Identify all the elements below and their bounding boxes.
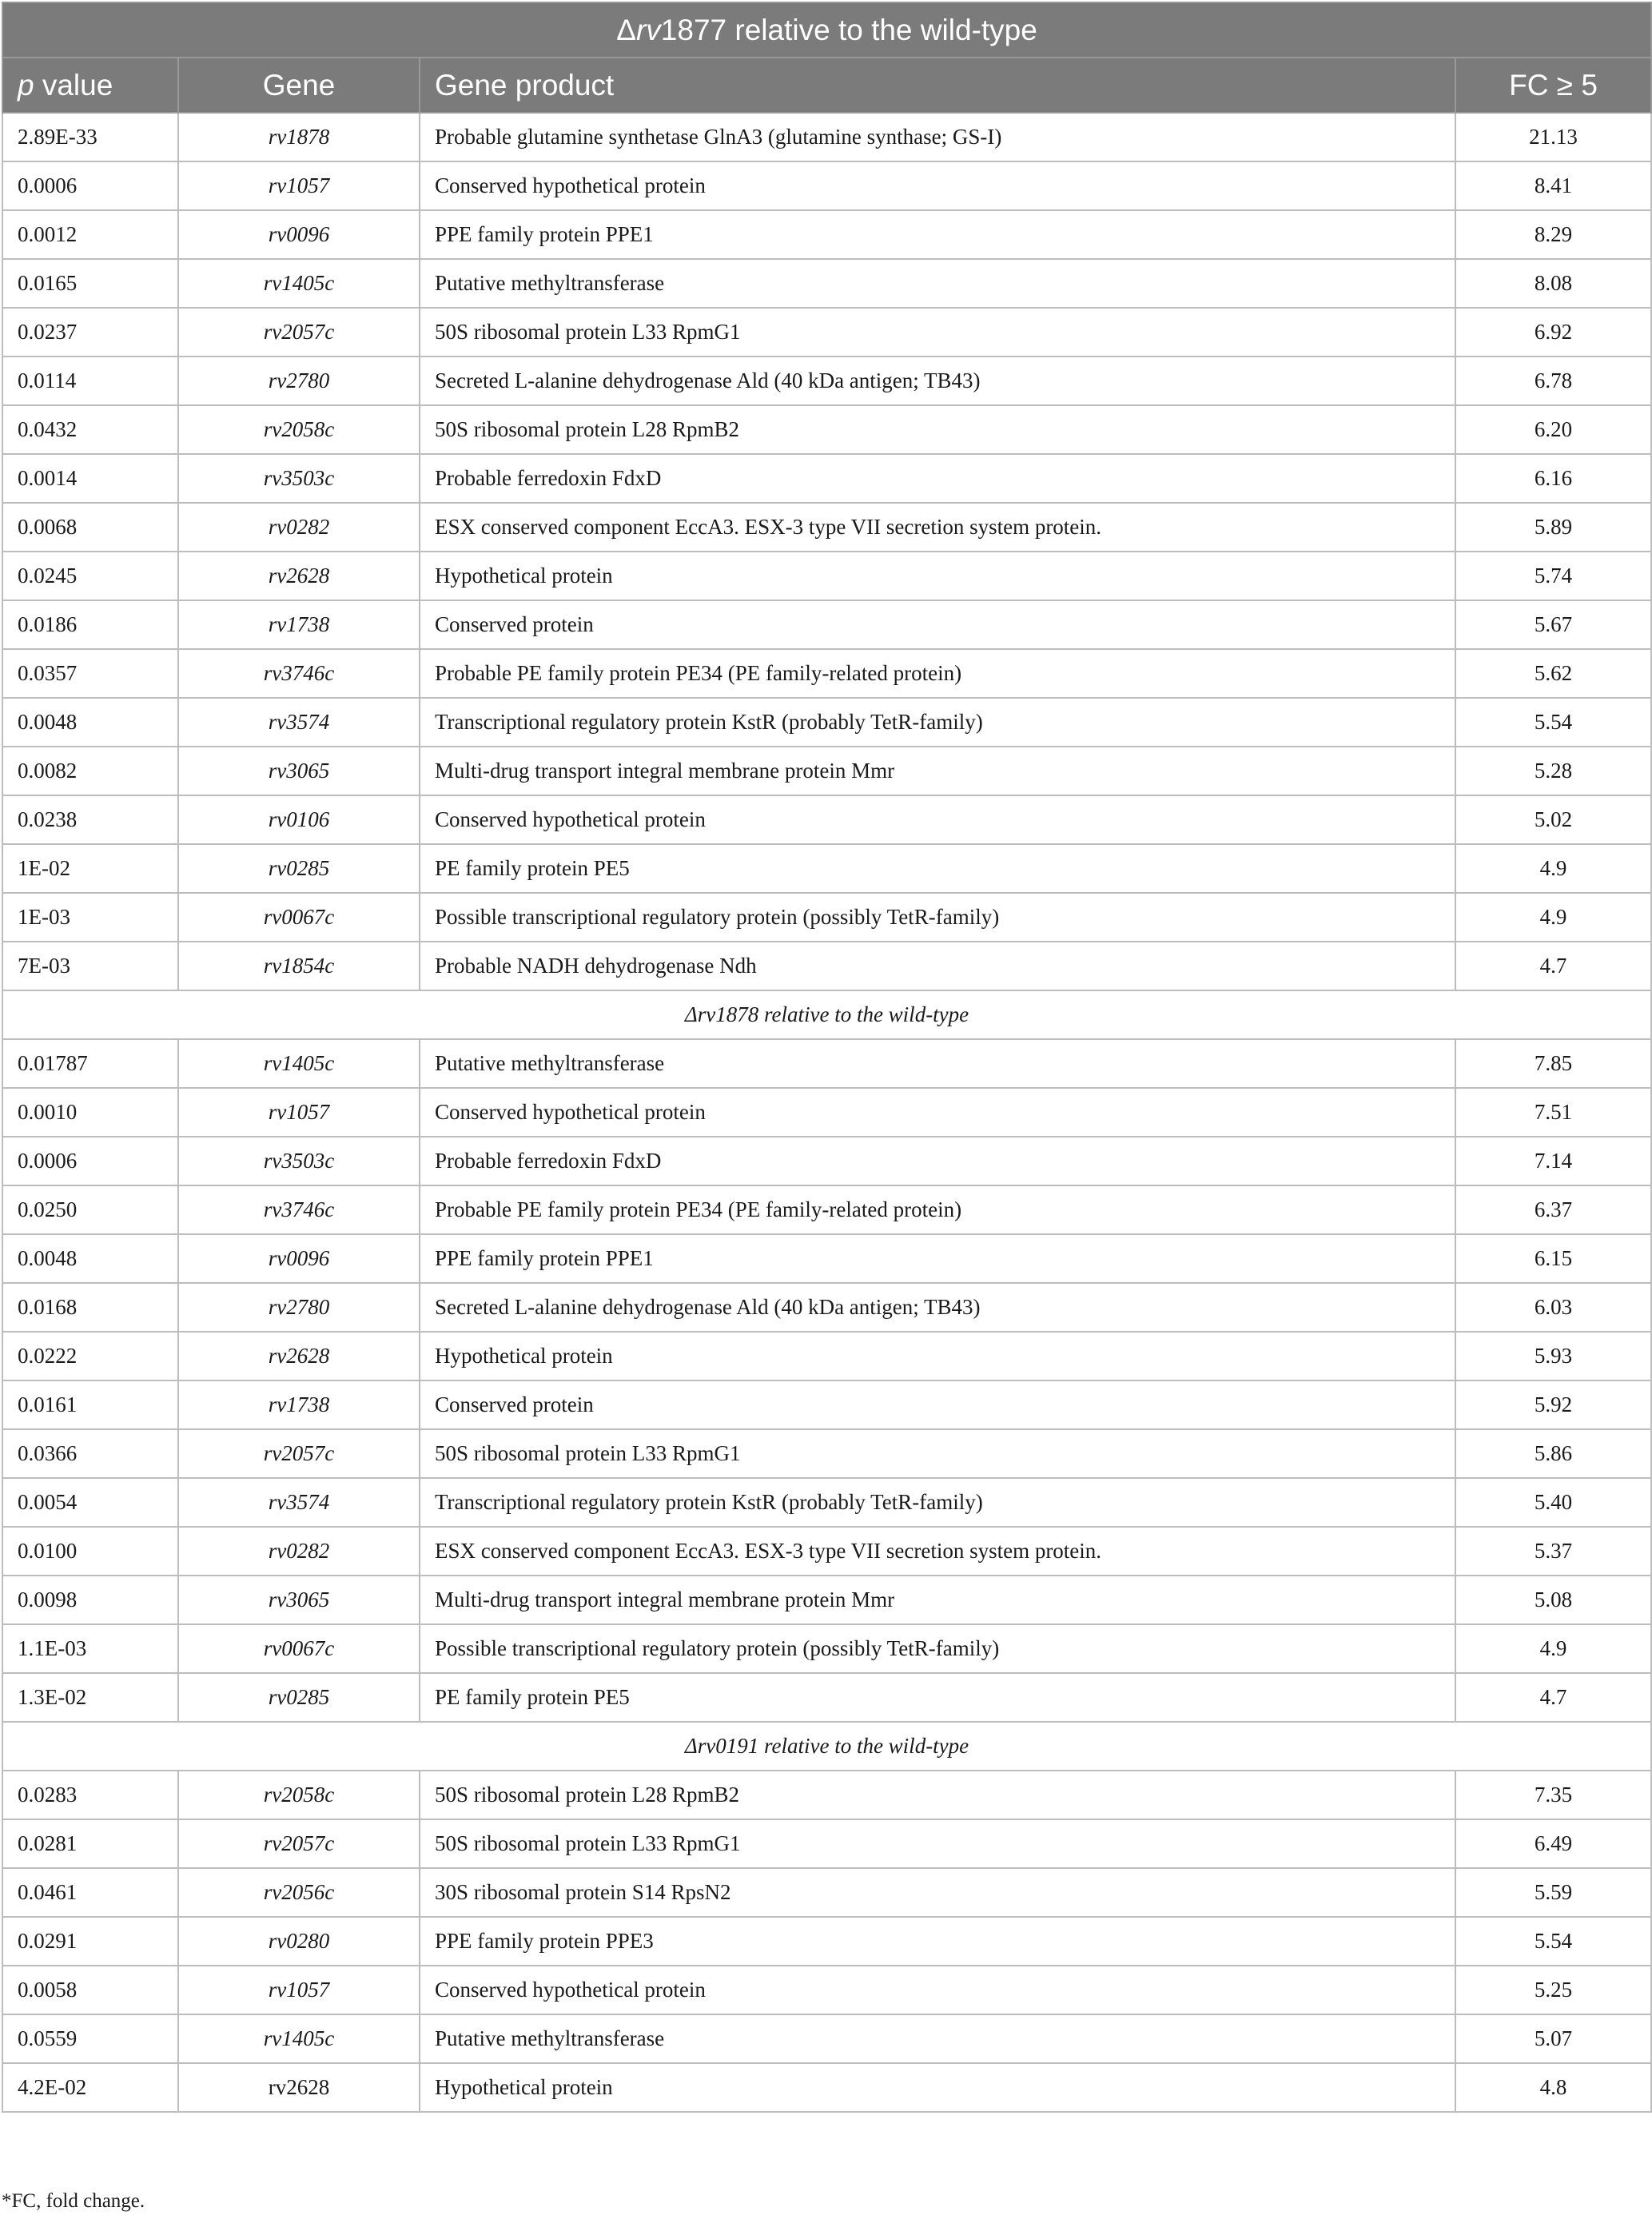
fold-change-cell: 6.15: [1455, 1234, 1651, 1283]
gene-cell: rv0106: [178, 795, 420, 844]
fold-change-cell: 7.14: [1455, 1137, 1651, 1185]
table-row: [2, 1137, 1651, 1185]
p-value-cell: 0.0250: [2, 1185, 178, 1234]
table-title-row: [2, 2, 1651, 58]
fold-change-cell: 5.54: [1455, 1917, 1651, 1966]
fold-change-cell: 5.67: [1455, 600, 1651, 649]
table-header-row: [2, 58, 1651, 113]
p-value-cell: 0.0014: [2, 454, 178, 503]
fold-change-cell: 5.86: [1455, 1429, 1651, 1478]
gene-cell: rv3746c: [178, 649, 420, 698]
table-row: [2, 2063, 1651, 2112]
gene-product-cell: Conserved hypothetical protein: [420, 795, 1455, 844]
p-value-cell: 0.0559: [2, 2014, 178, 2063]
footnote: *FC, fold change.: [2, 2190, 145, 2212]
gene-product-cell: Conserved hypothetical protein: [420, 1966, 1455, 2014]
section-header-row: [2, 990, 1651, 1039]
gene-cell: rv2628: [178, 1332, 420, 1380]
fold-change-cell: 4.7: [1455, 1673, 1651, 1722]
table-row: [2, 113, 1651, 161]
fold-change-cell: 5.08: [1455, 1576, 1651, 1624]
gene-product-cell: Secreted L-alanine dehydrogenase Ald (40 kDa antigen; TB43): [420, 1283, 1455, 1332]
gene-product-cell: Multi-drug transport integral membrane protein Mmr: [420, 747, 1455, 795]
table-row: [2, 552, 1651, 600]
gene-product-cell: 50S ribosomal protein L28 RpmB2: [420, 405, 1455, 454]
p-value-cell: 0.0238: [2, 795, 178, 844]
gene-cell: rv2057c: [178, 308, 420, 357]
gene-product-cell: Probable NADH dehydrogenase Ndh: [420, 942, 1455, 990]
fold-change-cell: 6.37: [1455, 1185, 1651, 1234]
p-value-cell: 0.0165: [2, 259, 178, 308]
section-label: Δrv1878 relative to the wild-type: [2, 990, 1651, 1039]
p-value-cell: 0.0432: [2, 405, 178, 454]
fold-change-cell: 4.8: [1455, 2063, 1651, 2112]
fold-change-cell: 5.37: [1455, 1527, 1651, 1576]
results-table: [2, 2, 1652, 2113]
gene-product-cell: Hypothetical protein: [420, 2063, 1455, 2112]
table-row: [2, 1917, 1651, 1966]
p-value-cell: 0.0291: [2, 1917, 178, 1966]
p-value-cell: 0.0281: [2, 1819, 178, 1868]
gene-cell: rv0282: [178, 503, 420, 552]
gene-product-cell: Hypothetical protein: [420, 1332, 1455, 1380]
fold-change-cell: 4.9: [1455, 844, 1651, 893]
gene-cell: rv1057: [178, 1088, 420, 1137]
fold-change-cell: 8.41: [1455, 161, 1651, 210]
fold-change-cell: 5.02: [1455, 795, 1651, 844]
header-p-value: [2, 58, 178, 113]
gene-product-cell: Putative methyltransferase: [420, 2014, 1455, 2063]
gene-cell: rv3065: [178, 1576, 420, 1624]
section-label: Δrv0191 relative to the wild-type: [2, 1722, 1651, 1771]
gene-product-cell: PPE family protein PPE3: [420, 1917, 1455, 1966]
p-value-cell: 1.3E-02: [2, 1673, 178, 1722]
gene-product-cell: Conserved protein: [420, 1380, 1455, 1429]
gene-product-cell: 30S ribosomal protein S14 RpsN2: [420, 1868, 1455, 1917]
fold-change-cell: 6.20: [1455, 405, 1651, 454]
table-row: [2, 1576, 1651, 1624]
gene-cell: rv2628: [178, 552, 420, 600]
gene-cell: rv3574: [178, 698, 420, 747]
p-value-cell: 0.0245: [2, 552, 178, 600]
p-value-cell: 0.0222: [2, 1332, 178, 1380]
gene-product-cell: Transcriptional regulatory protein KstR (probably TetR-family): [420, 1478, 1455, 1527]
gene-cell: rv1057: [178, 161, 420, 210]
gene-product-cell: PPE family protein PPE1: [420, 210, 1455, 259]
gene-cell: rv0280: [178, 1917, 420, 1966]
fold-change-cell: 4.9: [1455, 893, 1651, 942]
fold-change-cell: 8.29: [1455, 210, 1651, 259]
table-row: [2, 1039, 1651, 1088]
table-row: [2, 844, 1651, 893]
p-value-cell: 7E-03: [2, 942, 178, 990]
p-value-cell: 0.0068: [2, 503, 178, 552]
gene-product-cell: Probable glutamine synthetase GlnA3 (glutamine synthase; GS-I): [420, 113, 1455, 161]
table-row: [2, 1819, 1651, 1868]
gene-cell: rv3503c: [178, 454, 420, 503]
table-row: [2, 795, 1651, 844]
gene-cell: rv1854c: [178, 942, 420, 990]
gene-cell: rv1405c: [178, 259, 420, 308]
table-row: [2, 1673, 1651, 1722]
p-value-cell: 0.0054: [2, 1478, 178, 1527]
gene-cell: rv2780: [178, 1283, 420, 1332]
gene-product-cell: Probable ferredoxin FdxD: [420, 454, 1455, 503]
gene-cell: rv0067c: [178, 893, 420, 942]
gene-product-cell: 50S ribosomal protein L33 RpmG1: [420, 1429, 1455, 1478]
fold-change-cell: 5.59: [1455, 1868, 1651, 1917]
table-row: [2, 1624, 1651, 1673]
gene-product-cell: Transcriptional regulatory protein KstR (probably TetR-family): [420, 698, 1455, 747]
gene-cell: rv3574: [178, 1478, 420, 1527]
table-row: [2, 2014, 1651, 2063]
gene-product-cell: PPE family protein PPE1: [420, 1234, 1455, 1283]
p-value-cell: 0.01787: [2, 1039, 178, 1088]
table-row: [2, 1527, 1651, 1576]
fold-change-cell: 5.62: [1455, 649, 1651, 698]
fold-change-cell: 5.74: [1455, 552, 1651, 600]
gene-cell: rv1878: [178, 113, 420, 161]
table-row: [2, 1283, 1651, 1332]
fold-change-cell: 5.07: [1455, 2014, 1651, 2063]
table-row: [2, 1429, 1651, 1478]
title-delta: Δ: [616, 13, 636, 46]
gene-cell: rv2057c: [178, 1819, 420, 1868]
fold-change-cell: 7.85: [1455, 1039, 1651, 1088]
gene-product-cell: Conserved protein: [420, 600, 1455, 649]
gene-product-cell: ESX conserved component EccA3. ESX-3 type VII secretion system protein.: [420, 503, 1455, 552]
title-gene: rv: [635, 13, 661, 46]
table-row: [2, 600, 1651, 649]
gene-product-cell: Possible transcriptional regulatory protein (possibly TetR-family): [420, 1624, 1455, 1673]
table-row: [2, 1185, 1651, 1234]
gene-product-cell: 50S ribosomal protein L33 RpmG1: [420, 308, 1455, 357]
p-value-cell: 0.0082: [2, 747, 178, 795]
table-row: [2, 942, 1651, 990]
gene-cell: rv3503c: [178, 1137, 420, 1185]
table-row: [2, 1234, 1651, 1283]
fold-change-cell: 6.49: [1455, 1819, 1651, 1868]
table-row: [2, 259, 1651, 308]
title-rest: 1877 relative to the wild-type: [660, 13, 1037, 46]
table-row: [2, 1088, 1651, 1137]
gene-cell: rv3746c: [178, 1185, 420, 1234]
gene-cell: rv1738: [178, 1380, 420, 1429]
gene-cell: rv1405c: [178, 2014, 420, 2063]
fold-change-cell: 7.51: [1455, 1088, 1651, 1137]
fold-change-cell: 6.03: [1455, 1283, 1651, 1332]
fold-change-cell: 5.93: [1455, 1332, 1651, 1380]
gene-cell: rv1738: [178, 600, 420, 649]
table-row: [2, 210, 1651, 259]
fold-change-cell: 5.25: [1455, 1966, 1651, 2014]
p-value-cell: 0.0461: [2, 1868, 178, 1917]
fold-change-cell: 21.13: [1455, 113, 1651, 161]
fold-change-cell: 4.9: [1455, 1624, 1651, 1673]
p-value-cell: 0.0100: [2, 1527, 178, 1576]
gene-product-cell: 50S ribosomal protein L28 RpmB2: [420, 1771, 1455, 1819]
table-row: [2, 1380, 1651, 1429]
fold-change-cell: 5.92: [1455, 1380, 1651, 1429]
p-value-cell: 4.2E-02: [2, 2063, 178, 2112]
table-title: [2, 2, 1651, 58]
table-row: [2, 161, 1651, 210]
gene-cell: rv0067c: [178, 1624, 420, 1673]
gene-product-cell: 50S ribosomal protein L33 RpmG1: [420, 1819, 1455, 1868]
p-value-cell: 0.0098: [2, 1576, 178, 1624]
gene-product-cell: ESX conserved component EccA3. ESX-3 type VII secretion system protein.: [420, 1527, 1455, 1576]
document: [2, 2, 1650, 2113]
table-row: [2, 747, 1651, 795]
p-value-cell: 0.0186: [2, 600, 178, 649]
table-row: [2, 1966, 1651, 2014]
header-gene-product: Gene product: [420, 58, 1455, 113]
table-row: [2, 649, 1651, 698]
table-row: [2, 1868, 1651, 1917]
p-value-cell: 0.0283: [2, 1771, 178, 1819]
gene-product-cell: PE family protein PE5: [420, 844, 1455, 893]
fold-change-cell: 8.08: [1455, 259, 1651, 308]
table-row: [2, 503, 1651, 552]
table-row: [2, 357, 1651, 405]
fold-change-cell: 6.78: [1455, 357, 1651, 405]
gene-cell: rv2628: [178, 2063, 420, 2112]
gene-cell: rv2058c: [178, 1771, 420, 1819]
gene-product-cell: Hypothetical protein: [420, 552, 1455, 600]
gene-product-cell: Putative methyltransferase: [420, 1039, 1455, 1088]
table-row: [2, 308, 1651, 357]
gene-cell: rv2056c: [178, 1868, 420, 1917]
table-row: [2, 1771, 1651, 1819]
p-value-cell: 0.0366: [2, 1429, 178, 1478]
gene-cell: rv1405c: [178, 1039, 420, 1088]
header-fc: FC ≥ 5: [1455, 58, 1651, 113]
p-value-cell: 1.1E-03: [2, 1624, 178, 1673]
gene-cell: rv0282: [178, 1527, 420, 1576]
table-row: [2, 698, 1651, 747]
gene-product-cell: Conserved hypothetical protein: [420, 161, 1455, 210]
p-value-cell: 0.0058: [2, 1966, 178, 2014]
p-value-cell: 0.0161: [2, 1380, 178, 1429]
gene-cell: rv1057: [178, 1966, 420, 2014]
gene-cell: rv2057c: [178, 1429, 420, 1478]
gene-product-cell: Probable PE family protein PE34 (PE family-related protein): [420, 649, 1455, 698]
p-value-cell: 1E-02: [2, 844, 178, 893]
p-value-cell: 0.0357: [2, 649, 178, 698]
p-value-cell: 0.0114: [2, 357, 178, 405]
table-body: [2, 113, 1651, 2112]
fold-change-cell: 6.16: [1455, 454, 1651, 503]
gene-cell: rv0285: [178, 844, 420, 893]
p-value-cell: 0.0048: [2, 698, 178, 747]
p-value-cell: 0.0010: [2, 1088, 178, 1137]
fold-change-cell: 7.35: [1455, 1771, 1651, 1819]
section-header-row: [2, 1722, 1651, 1771]
gene-cell: rv2058c: [178, 405, 420, 454]
gene-product-cell: PE family protein PE5: [420, 1673, 1455, 1722]
gene-product-cell: Possible transcriptional regulatory protein (possibly TetR-family): [420, 893, 1455, 942]
gene-product-cell: Probable ferredoxin FdxD: [420, 1137, 1455, 1185]
table-row: [2, 1332, 1651, 1380]
fold-change-cell: 4.7: [1455, 942, 1651, 990]
p-value-cell: 0.0006: [2, 1137, 178, 1185]
p-value-cell: 0.0012: [2, 210, 178, 259]
fold-change-cell: 5.54: [1455, 698, 1651, 747]
p-value-cell: 0.0048: [2, 1234, 178, 1283]
p-value-cell: 0.0168: [2, 1283, 178, 1332]
table-row: [2, 1478, 1651, 1527]
gene-product-cell: Secreted L-alanine dehydrogenase Ald (40 kDa antigen; TB43): [420, 357, 1455, 405]
gene-product-cell: Putative methyltransferase: [420, 259, 1455, 308]
header-p-italic: p: [18, 68, 34, 102]
gene-cell: rv2780: [178, 357, 420, 405]
fold-change-cell: 5.89: [1455, 503, 1651, 552]
table-row: [2, 893, 1651, 942]
table-row: [2, 454, 1651, 503]
fold-change-cell: 6.92: [1455, 308, 1651, 357]
header-p-rest: value: [34, 68, 113, 102]
gene-product-cell: Probable PE family protein PE34 (PE family-related protein): [420, 1185, 1455, 1234]
p-value-cell: 1E-03: [2, 893, 178, 942]
gene-cell: rv3065: [178, 747, 420, 795]
fold-change-cell: 5.40: [1455, 1478, 1651, 1527]
gene-product-cell: Multi-drug transport integral membrane protein Mmr: [420, 1576, 1455, 1624]
gene-cell: rv0285: [178, 1673, 420, 1722]
gene-cell: rv0096: [178, 1234, 420, 1283]
header-gene: Gene: [178, 58, 420, 113]
fold-change-cell: 5.28: [1455, 747, 1651, 795]
gene-cell: rv0096: [178, 210, 420, 259]
p-value-cell: 0.0237: [2, 308, 178, 357]
p-value-cell: 0.0006: [2, 161, 178, 210]
gene-product-cell: Conserved hypothetical protein: [420, 1088, 1455, 1137]
p-value-cell: 2.89E-33: [2, 113, 178, 161]
table-row: [2, 405, 1651, 454]
